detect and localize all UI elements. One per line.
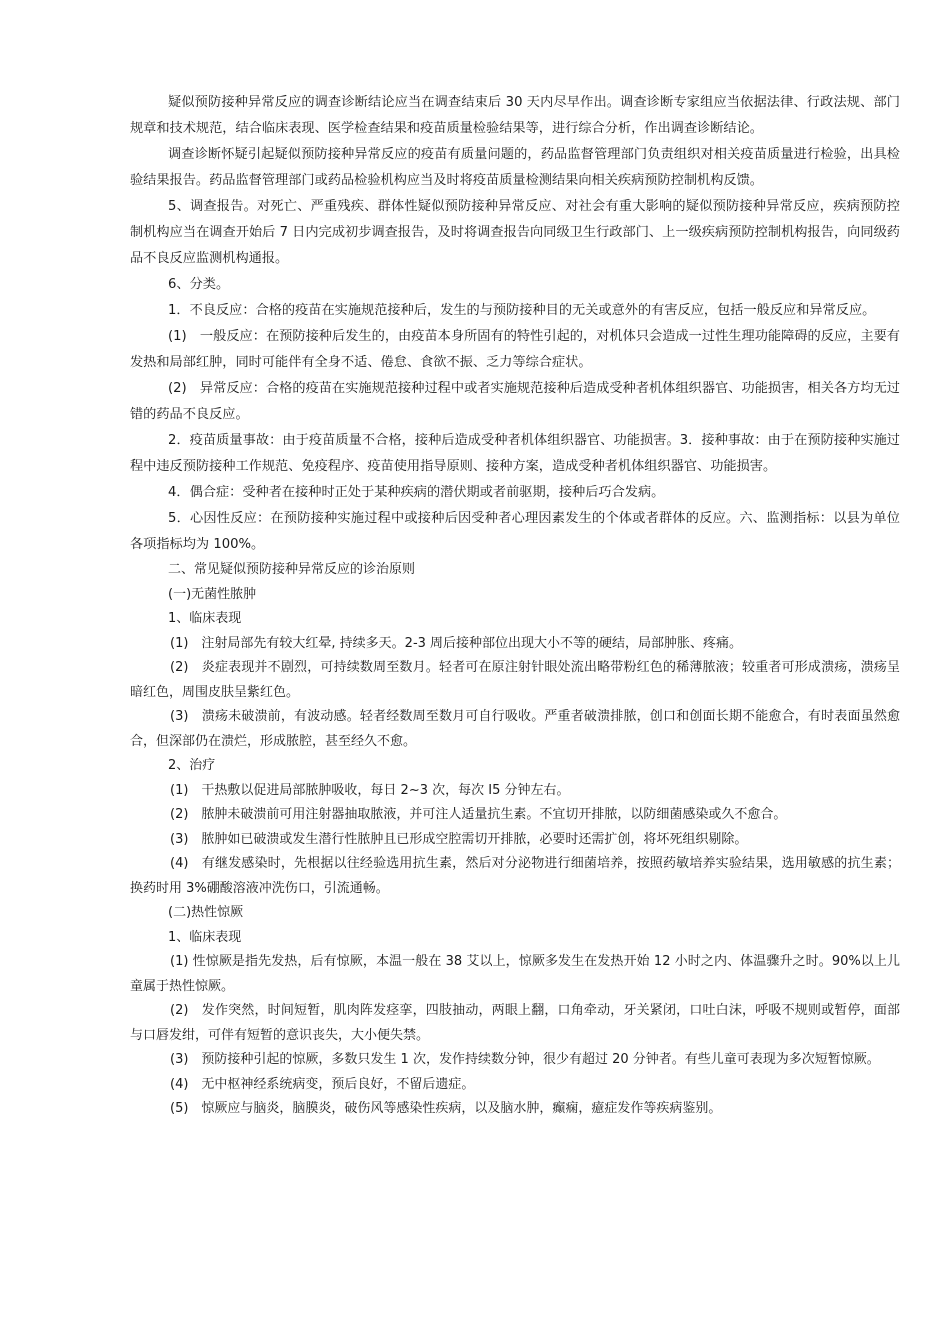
paragraph-general-reaction: (1) 一般反应：在预防接种后发生的，由疫苗本身所固有的特性引起的，对机体只会造成一过性生理功能障碍的反应，主要有发热和局部红肿，同时可能伴有全身不适、倦怠、食欲不振、乏力等综合症状。: [130, 329, 900, 370]
paragraph-investigation-report: 5、调查报告。对死亡、严重残疾、群体性疑似预防接种异常反应、对社会有重大影响的疑似预防接种异常反应，疾病预防控制机构应当在调查开始后 7 日内完成初步调查报告，及时将调查报告向同级卫生行政部门、上一级疾病预防控制机构报告，向同级药品不良反应监测机构通报。: [130, 199, 900, 266]
document-body: [130, 90, 900, 1122]
paragraph-abscess-2: (2) 炎症表现并不剧烈，可持续数周至数月。轻者可在原注射针眼处流出略带粉红色的稀薄脓液；较重者可形成溃疡，溃疡呈暗红色，周围皮肤呈紫红色。: [130, 660, 900, 700]
paragraph-vaccine-quality-check: 调查诊断怀疑引起疑似预防接种异常反应的疫苗有质量问题的，药品监督管理部门负责组织对相关疫苗质量进行检验，出具检验结果报告。药品监督管理部门或药品检验机构应当及时将疫苗质量检测结果向相关疾病预防控制机构反馈。: [130, 147, 900, 188]
heading-sterile-abscess: (一)无菌性脓肿: [168, 586, 257, 602]
paragraph-diagnosis-conclusion: 疑似预防接种异常反应的调查诊断结论应当在调查结束后 30 天内尽早作出。调查诊断专家组应当依据法律、行政法规、部门规章和技术规范，结合临床表现、医学检查结果和疫苗质量检验结果等，进行综合分析，作出调查诊断结论。: [130, 95, 900, 136]
paragraph-quality-accident: 2．疫苗质量事故：由于疫苗质量不合格，接种后造成受种者机体组织器官、功能损害。3．接种事故：由于在预防接种实施过程中违反预防接种工作规范、免疫程序、疫苗使用指导原则、接种方案，造成受种者机体组织器官、功能损害。: [130, 433, 900, 474]
paragraph-psychogenic: 5．心因性反应：在预防接种实施过程中或接种后因受种者心理因素发生的个体或者群体的反应。六、监测指标：以县为单位各项指标均为 100%。: [130, 511, 900, 552]
paragraph-abscess-1: (1) 注射局部先有较大红晕, 持续多天。2-3 周后接种部位出现大小不等的硬结，局部肿胀、疼痛。: [170, 635, 743, 651]
heading-clinical-manifestation-1: 1、临床表现: [168, 611, 242, 626]
heading-febrile-convulsion: (二)热性惊厥: [168, 905, 244, 920]
paragraph-convulsion-2: (2) 发作突然，时间短暂，肌肉阵发痉挛，四肢抽动，两眼上翻，口角牵动，牙关紧闭，口吐白沫，呼吸不规则或暂停，面部与口唇发绀，可伴有短暂的意识丧失，大小便失禁。: [130, 1003, 900, 1043]
paragraph-treatment-2: (2) 脓肿未破溃前可用注射器抽取脓液，并可注人适量抗生素。不宜切开排脓，以防细菌感染或久不愈合。: [170, 807, 787, 822]
paragraph-adverse-reaction: 1．不良反应：合格的疫苗在实施规范接种后，发生的与预防接种目的无关或意外的有害反应，包括一般反应和异常反应。: [168, 303, 876, 318]
heading-classification: 6、分类。: [168, 277, 230, 292]
heading-clinical-manifestation-2: 1、临床表现: [168, 929, 242, 945]
paragraph-convulsion-3: (3) 预防接种引起的惊厥，多数只发生 1 次，发作持续数分钟，很少有超过 20 分钟者。有些儿童可表现为多次短暂惊厥。: [170, 1052, 880, 1067]
paragraph-abscess-3: (3) 溃疡未破溃前，有波动感。轻者经数周至数月可自行吸收。严重者破溃排脓，创口和创面长期不能愈合，有时表面虽然愈合，但深部仍在溃烂，形成脓腔，甚至经久不愈。: [130, 709, 900, 749]
paragraph-treatment-3: (3) 脓肿如已破溃或发生潜行性脓肿且已形成空腔需切开排脓，必要时还需扩创，将坏死组织剔除。: [170, 831, 748, 847]
paragraph-convulsion-4: (4) 无中枢神经系统病变，预后良好，不留后遗症。: [170, 1076, 475, 1092]
paragraph-abnormal-reaction: (2) 异常反应：合格的疫苗在实施规范接种过程中或者实施规范接种后造成受种者机体组织器官、功能损害，相关各方均无过错的药品不良反应。: [130, 381, 900, 422]
heading-treatment: 2、治疗: [168, 758, 216, 773]
paragraph-convulsion-1: (1) 性惊厥是指先发热，后有惊厥，本温一般在 38 艾以上，惊厥多发生在发热开始 12 小时之内、体温骤升之时。90%以上儿童属于热性惊厥。: [130, 954, 900, 994]
paragraph-coincidental: 4．偶合症：受种者在接种时正处于某种疾病的潜伏期或者前驱期，接种后巧合发病。: [168, 485, 665, 500]
paragraph-treatment-1: (1) 干热敷以促进局部脓肿吸收，每日 2~3 次，每次 I5 分钟左右。: [170, 782, 570, 798]
paragraph-treatment-4: (4) 有继发感染时，先根据以往经验选用抗生素，然后对分泌物进行细菌培养，按照药敏培养实验结果，选用敏感的抗生素；换药时用 3%硼酸溶液冲洗伤口，引流通畅。: [130, 856, 900, 896]
heading-diagnosis-principles: 二、常见疑似预防接种异常反应的诊治原则: [168, 562, 416, 577]
paragraph-convulsion-5: (5) 惊厥应与脑炎，脑膜炎，破伤风等感染性疾病，以及脑水肿，癫痫，癔症发作等疾病鉴别。: [170, 1101, 722, 1116]
